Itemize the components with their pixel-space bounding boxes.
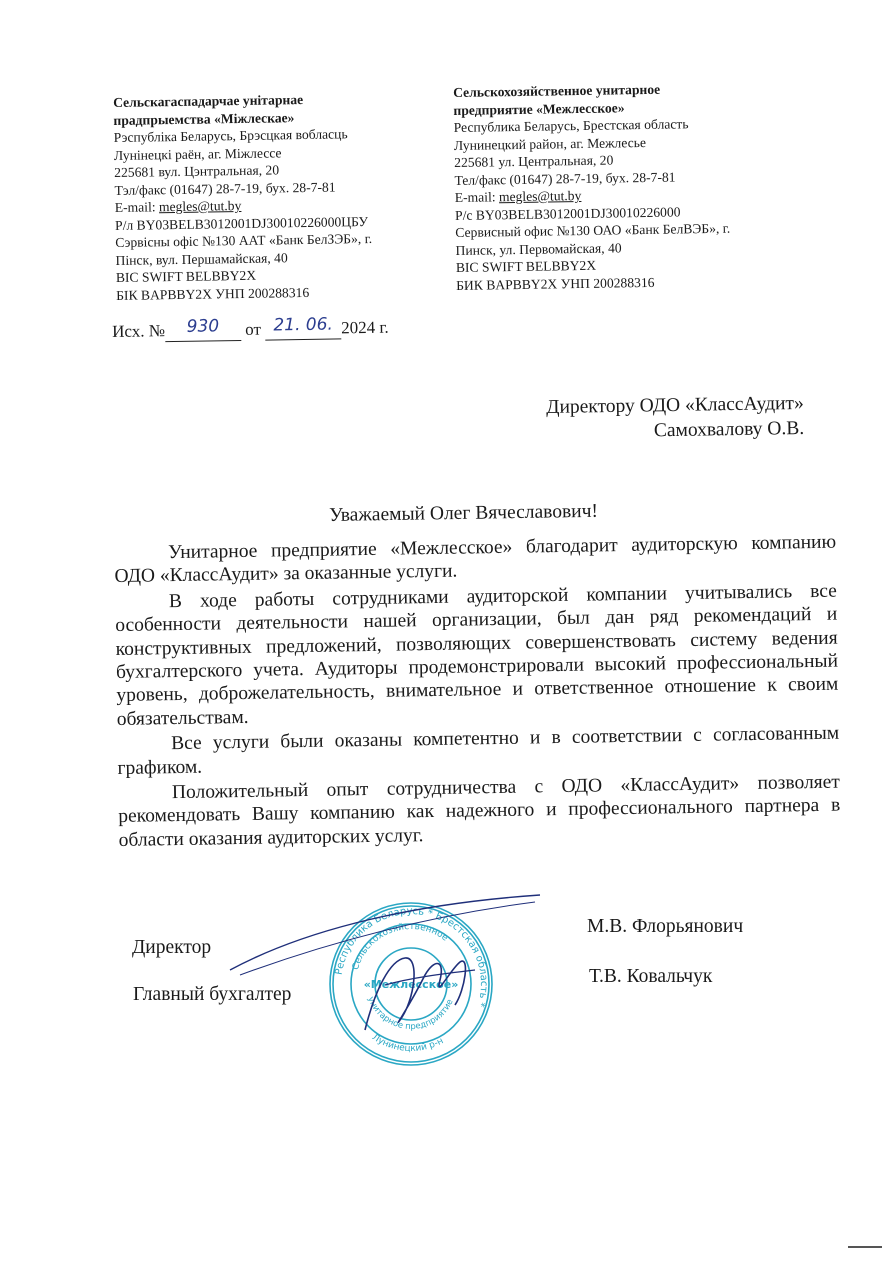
body-paragraph: Положительный опыт сотрудничества с ОДО «КлассАудит» позволяет рекомендовать Вашу компанию как надежного и профессионального партнера в области оказания аудиторских услуг. [118, 771, 841, 851]
outgoing-date: 21. 06. [273, 314, 334, 336]
email-link[interactable]: megles@tut.by [158, 197, 242, 215]
address-line: Рэспубліка Беларусь, Брэсцкая вобласць [113, 126, 348, 145]
outgoing-date-field [265, 314, 341, 340]
chief-accountant-title: Главный бухгалтер [133, 984, 292, 1005]
addressee-block [546, 391, 804, 445]
email-label: E-mail: [114, 199, 156, 215]
address-line: 225681 вул. Цэнтральная, 20 [114, 162, 280, 180]
handwritten-signature [215, 880, 555, 1060]
addressee-line-1: Директору ОДО «КлассАудит» [546, 392, 804, 418]
outgoing-number: 930 [186, 316, 220, 337]
director-name: М.В. Флорьянович [587, 916, 744, 937]
outgoing-prefix: Исх. № [112, 321, 166, 341]
stamp-outer-text: Республика Беларусь * Брестская область * [333, 905, 490, 1009]
address-line: Республика Беларусь, Брестская область [453, 116, 689, 135]
stamp-middle-text: Сельскохозяйственное [350, 921, 450, 972]
phone-line: Тел/факс (01647) 28-7-19, бух. 28-7-81 [454, 169, 676, 188]
body-paragraph: Унитарное предприятие «Межлесское» благодарит аудиторскую компанию ОДО «КлассАудит» за оказанные услуги. [114, 531, 837, 588]
address-line: Лунінецкі раён, аг. Міжлессе [113, 144, 282, 163]
stamp-bottom-text: Лунинецкий р-н [369, 1032, 446, 1055]
bank-line: Пінск, вул. Першамайская, 40 [115, 249, 288, 268]
bank-line: Р/с BY03BELB3012001DJ30010226000 [454, 203, 681, 223]
stamp-center-text: «Межлесское» [363, 978, 459, 991]
address-line: 225681 ул. Центральная, 20 [454, 152, 614, 170]
scan-mark [848, 1246, 882, 1248]
email-label: E-mail: [454, 189, 496, 205]
body-paragraph: В ходе работы сотрудниками аудиторской компании учитывались все особенности деятельности нашей организации, был дан ряд рекомендаций и конструктивных предложений, позволяющих совершенствовать систему ведения бухгалтерского учета. Аудиторы продемонстрировали высокий профессиональный уровень, доброжелательность, внимательное и ответственное отношение к своим обязательствам. [115, 580, 839, 730]
phone-line: Тэл/факс (01647) 28-7-19, бух. 28-7-81 [114, 179, 336, 198]
bank-line: Сервисный офис №130 ОАО «Банк БелВЭБ», г. [455, 220, 731, 240]
address-line: Лунинецкий район, аг. Межлесье [453, 134, 647, 153]
salutation: Уважаемый Олег Вячеславович! [329, 500, 599, 526]
outgoing-year: 2024 г. [341, 317, 389, 338]
outgoing-number-line [112, 314, 389, 343]
letterhead-russian [453, 80, 731, 294]
letter-body [114, 531, 841, 855]
email-link[interactable]: megles@tut.by [498, 187, 582, 205]
org-name-line-1: Сельскохозяйственное унитарное [453, 81, 661, 100]
bank-line: Пинск, ул. Первомайская, 40 [455, 239, 622, 258]
outgoing-number-field [165, 316, 241, 342]
bank-line: БИК BAPBBY2X УНП 200288316 [456, 274, 655, 293]
stamp-lower-text: унитарное предприятие [365, 995, 456, 1033]
director-title: Директор [132, 937, 212, 958]
chief-accountant-name: Т.В. Ковальчук [589, 966, 713, 987]
bank-line: БІК BAPBBY2X УНП 200288316 [116, 284, 310, 303]
addressee-line-2: Самохвалову О.В. [653, 417, 805, 442]
letterhead-belarusian [113, 90, 373, 304]
bank-line: BIC SWIFT BELBBY2X [115, 267, 257, 285]
bank-line: Сэрвісны офіс №130 ААТ «Банк БелЗЭБ», г. [115, 230, 373, 250]
org-name-line-2: предприятие «Межлесское» [453, 99, 625, 118]
org-name-line-1: Сельскагаспадарчае унітарнае [113, 92, 304, 110]
org-name-line-2: прадпрыемства «Міжлескае» [113, 109, 295, 128]
outgoing-from-label: от [245, 319, 262, 339]
body-paragraph: Все услуги были оказаны компетентно и в соответствии с согласованным графиком. [117, 722, 840, 779]
bank-line: BIC SWIFT BELBBY2X [455, 257, 597, 275]
bank-line: Р/л BY03BELB3012001DJ30010226000ЦБУ [114, 213, 369, 233]
